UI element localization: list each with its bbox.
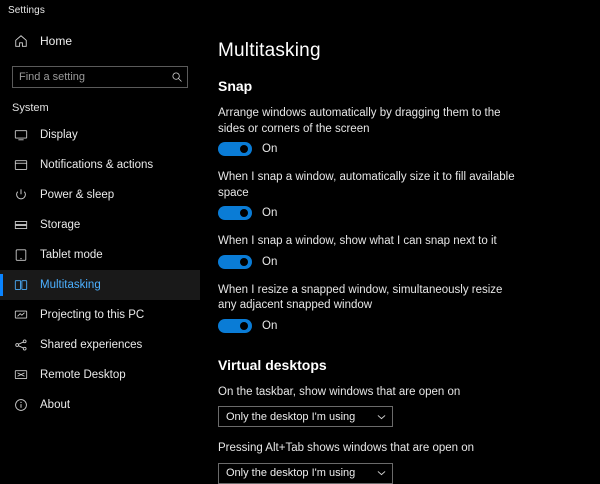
sidebar-item-notifications-actions[interactable] (0, 150, 200, 180)
sidebar-item-storage-label: Storage (40, 219, 81, 231)
toggle-state-label: On (262, 319, 278, 332)
dropdown-value: Only the desktop I'm using (226, 410, 356, 423)
sidebar-item-display-label: Display (40, 129, 78, 141)
home-icon (12, 34, 30, 48)
dropdown-value: Only the desktop I'm using (226, 467, 356, 480)
search-icon[interactable] (167, 71, 187, 83)
title-bar (0, 0, 600, 20)
sidebar-item-shared-experiences[interactable] (0, 330, 200, 360)
sidebar-item-storage[interactable] (0, 210, 200, 240)
monitor-icon (12, 128, 30, 142)
window-body (0, 20, 600, 480)
setting-arrange-windows (218, 106, 582, 156)
setting-taskbar-windows (218, 385, 582, 428)
setting-description: Pressing Alt+Tab shows windows that are open on (218, 442, 475, 455)
setting-description: When I snap a window, automatically size it to fill available space (218, 171, 515, 199)
show-snap-suggestions-toggle[interactable] (218, 255, 252, 269)
main-content (200, 20, 600, 480)
window-title: Settings (8, 4, 45, 16)
share-icon (12, 338, 30, 352)
sidebar-item-projecting-to-this-pc-label: Projecting to this PC (40, 309, 145, 321)
toggle-knob (240, 258, 248, 266)
toggle-state-label: On (262, 207, 278, 220)
project-screen-icon (12, 308, 30, 322)
sidebar-item-power-sleep[interactable] (0, 180, 200, 210)
alt-tab-windows-dropdown[interactable] (218, 463, 393, 484)
setting-resize-adjacent-window (218, 283, 582, 333)
sidebar-group-label: System (12, 102, 49, 114)
multitasking-icon (12, 278, 30, 292)
page-title: Multitasking (218, 40, 321, 61)
setting-description: When I snap a window, show what I can snap next to it (218, 235, 497, 248)
taskbar-windows-dropdown[interactable] (218, 406, 393, 427)
tablet-icon (12, 248, 30, 262)
setting-auto-size-snap (218, 170, 582, 220)
sidebar-item-home-label: Home (40, 34, 73, 48)
toggle-row (218, 255, 582, 269)
sidebar-item-about[interactable] (0, 390, 200, 420)
search-box[interactable] (12, 66, 188, 88)
toggle-state-label: On (262, 255, 278, 268)
sidebar-item-remote-desktop-label: Remote Desktop (40, 369, 126, 381)
sidebar (0, 20, 200, 470)
toggle-knob (240, 322, 248, 330)
toggle-state-label: On (262, 143, 278, 156)
sidebar-item-about-label: About (40, 399, 71, 411)
setting-description: When I resize a snapped window, simultaneously resize any adjacent snapped window (218, 283, 503, 312)
remote-desktop-icon (12, 368, 30, 382)
search-input[interactable] (13, 71, 167, 83)
sidebar-item-tablet-mode-label: Tablet mode (40, 249, 103, 261)
toggle-row (218, 206, 582, 220)
info-icon (12, 398, 30, 412)
toggle-knob (240, 145, 248, 153)
storage-icon (12, 218, 30, 232)
auto-size-snap-toggle[interactable] (218, 206, 252, 220)
arrange-windows-toggle[interactable] (218, 142, 252, 156)
power-icon (12, 188, 30, 202)
sidebar-item-home[interactable] (0, 26, 200, 56)
setting-alt-tab-windows (218, 441, 582, 484)
sidebar-item-multitasking[interactable] (0, 270, 200, 300)
section-heading-snap: Snap (218, 78, 253, 94)
sidebar-item-display[interactable] (0, 120, 200, 150)
section-heading-virtual-desktops: Virtual desktops (218, 356, 327, 373)
setting-show-snap-suggestions (218, 234, 582, 269)
sidebar-item-notifications-actions-label: Notifications & actions (40, 159, 154, 171)
chevron-down-icon (377, 414, 386, 420)
sidebar-item-tablet-mode[interactable] (0, 240, 200, 270)
chevron-down-icon (377, 470, 386, 476)
sidebar-item-remote-desktop[interactable] (0, 360, 200, 390)
sidebar-item-shared-experiences-label: Shared experiences (40, 339, 143, 351)
sidebar-item-multitasking-label: Multitasking (40, 279, 101, 291)
toggle-row (218, 142, 582, 156)
toggle-knob (240, 209, 248, 217)
toggle-row (218, 319, 582, 333)
setting-description: On the taskbar, show windows that are open on (218, 385, 461, 398)
setting-description: Arrange windows automatically by dragging them to the sides or corners of the screen (218, 107, 501, 135)
sidebar-item-power-sleep-label: Power & sleep (40, 189, 115, 201)
sidebar-item-projecting-to-this-pc[interactable] (0, 300, 200, 330)
resize-adjacent-window-toggle[interactable] (218, 319, 252, 333)
notification-icon (12, 158, 30, 172)
